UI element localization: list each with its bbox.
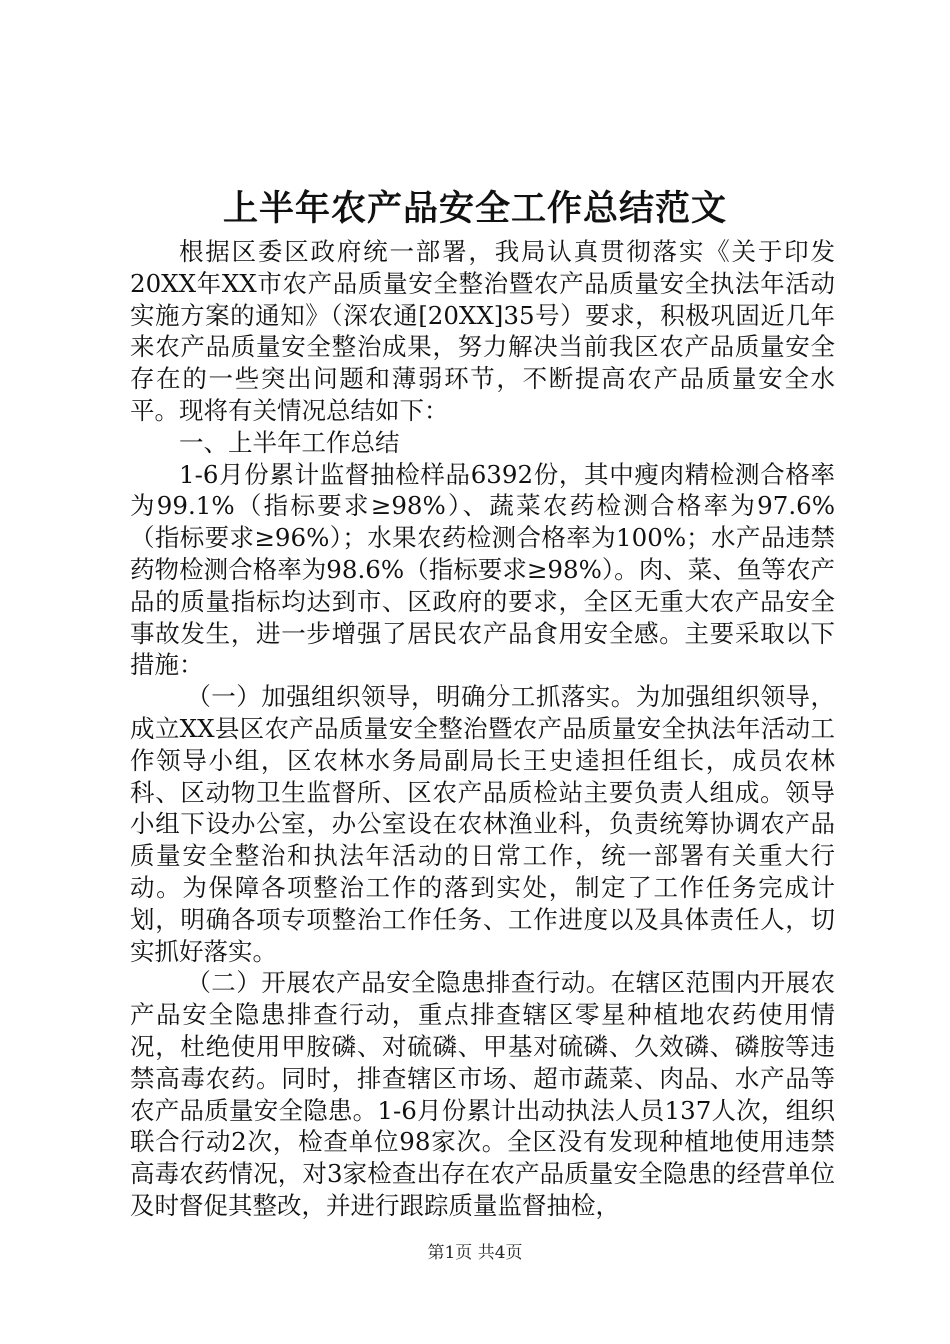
intro-paragraph: 根据区委区政府统一部署，我局认真贯彻落实《关于印发20XX年XX市农产品质量安全整治暨农产品质量安全执法年活动实施方案的通知》（深农通[20XX]35号）要求，积极巩固近几年来农产品质量安全整治成果，努力解决当前我区农产品质量安全存在的一些突出问题和薄弱环节，不断提高农产品质量安全水平。现将有关情况总结如下： <box>130 237 835 425</box>
measure-paragraph-2: （二）开展农产品安全隐患排查行动。在辖区范围内开展农产品安全隐患排查行动，重点排查辖区零星种植地农药使用情况，杜绝使用甲胺磷、对硫磷、甲基对硫磷、久效磷、磷胺等违禁高毒农药。同时，排查辖区市场、超市蔬菜、肉品、水产品等农产品质量安全隐患。1-6月份累计出动执法人员137人次，组织联合行动2次，检查单位98家次。全区没有发现种植地使用违禁高毒农药情况，对3家检查出存在农产品质量安全隐患的经营单位及时督促其整改，并进行跟踪质量监督抽检， <box>130 968 835 1220</box>
document-body <box>130 236 835 1222</box>
page-footer: 第1页 共4页 <box>427 1243 523 1263</box>
document-title: 上半年农产品安全工作总结范文 <box>222 188 727 229</box>
measure-paragraph-1: （一）加强组织领导，明确分工抓落实。为加强组织领导，成立XX县区农产品质量安全整治暨农产品质量安全执法年活动工作领导小组，区农林水务局副局长王史逵担任组长，成员农林科、区动物卫生监督所、区农产品质检站主要负责人组成。领导小组下设办公室，办公室设在农林渔业科，负责统筹协调农产品质量安全整治和执法年活动的日常工作，统一部署有关重大行动。为保障各项整治工作的落到实处，制定了工作任务完成计划，明确各项专项整治工作任务、工作进度以及具体责任人，切实抓好落实。 <box>130 682 835 966</box>
section-heading: 一、上半年工作总结 <box>179 427 400 457</box>
summary-paragraph: 1-6月份累计监督抽检样品6392份，其中瘦肉精检测合格率为99.1%（指标要求≥98%）、蔬菜农药检测合格率为97.6%（指标要求≥96%）；水果农药检测合格率为100%；水产品违禁药物检测合格率为98.6%（指标要求≥98%）。肉、菜、鱼等农产品的质量指标均达到市、区政府的要求，全区无重大农产品安全事故发生，进一步增强了居民农产品食用安全感。主要采取以下措施： <box>130 459 835 680</box>
